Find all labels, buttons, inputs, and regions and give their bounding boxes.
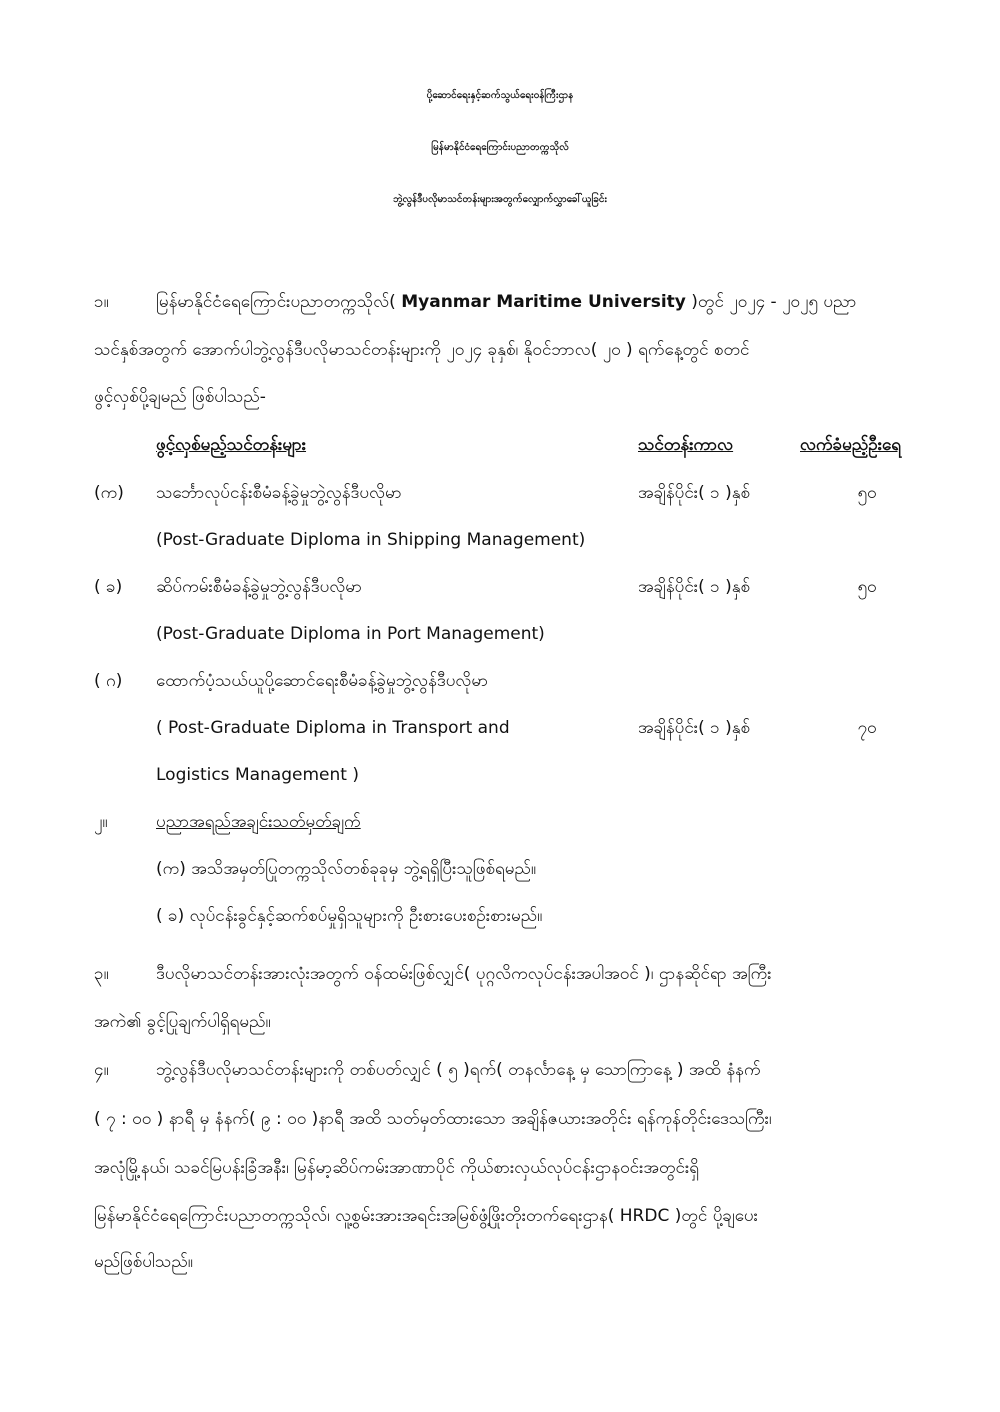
row1-index: (က) xyxy=(94,483,124,503)
row3-duration: အချိန်ပိုင်း( ၁ )နှစ် xyxy=(638,718,751,738)
announcement-title: ဘွဲ့လွန်ဒီပလိုမာသင်တန်းများအတွက်လျှောက်လွှာခေါ်ယူခြင်း xyxy=(392,194,608,205)
para3-line2: အကဲ၏ ခွင့်ပြုချက်ပါရှိရမည်။ xyxy=(94,1012,271,1032)
header-intake: လက်ခံမည့်ဦးရေ xyxy=(800,435,902,455)
row3-course-english-cont: Logistics Management ) xyxy=(156,765,359,785)
qualification-heading: ပညာအရည်အချင်းသတ်မှတ်ချက် xyxy=(156,812,361,832)
para4-line4: မြန်မာနိုင်ငံရေကြောင်းပညာတက္ကသိုလ်၊ လူ့စွမ်းအားအရင်းအမြစ်ဖွံ့ဖြိုးတိုးတက်ရေးဌာန( HRDC )တွင် ပို့ချပေး xyxy=(94,1206,758,1226)
header-duration: သင်တန်းကာလ xyxy=(638,435,734,455)
row2-duration: အချိန်ပိုင်း( ၁ )နှစ် xyxy=(638,577,751,597)
row1-intake: ၅၀ xyxy=(857,483,877,503)
university-title: မြန်မာနိုင်ငံရေကြောင်းပညာတက္ကသိုလ် xyxy=(431,142,569,153)
ministry-title: ပို့ဆောင်ရေးနှင့်ဆက်သွယ်ရေးဝန်ကြီးဌာန xyxy=(426,90,574,101)
qualification-item-1: (က) အသိအမှတ်ပြုတက္ကသိုလ်တစ်ခုခုမှ ဘွဲ့ရရှိပြီးသူဖြစ်ရမည်။ xyxy=(156,859,537,879)
row2-index: ( ခ) xyxy=(94,577,123,597)
para4-line1: ဘွဲ့လွန်ဒီပလိုမာသင်တန်းများကို တစ်ပတ်လျှင် ( ၅ )ရက်( တနင်္လာနေ့ မှ သောကြာနေ့ ) အထိ နံနက် xyxy=(156,1060,761,1080)
row2-intake: ၅၀ xyxy=(857,577,877,597)
para3-number: ၃။ xyxy=(94,964,109,984)
para4-line3: အလုံမြို့နယ်၊ သခင်မြပန်းခြံအနီး၊ မြန်မာ့ဆိပ်ကမ်းအာဏာပိုင် ကိုယ်စားလှယ်လုပ်ငန်းဌာနဝင်းအတွင်းရှိ xyxy=(94,1158,700,1178)
para1-line1 xyxy=(156,290,856,314)
row3-intake: ၇၀ xyxy=(857,718,877,738)
para4-number: ၄။ xyxy=(94,1060,109,1080)
qualification-item-2: ( ခ) လုပ်ငန်းခွင်နှင့်ဆက်စပ်မှုရှိသူများကို ဦးစားပေးစဉ်းစားမည်။ xyxy=(156,906,543,926)
row3-course-name: ထောက်ပံ့သယ်ယူပို့ဆောင်ရေးစီမံခန့်ခွဲမှုဘွဲ့လွန်ဒီပလိုမာ xyxy=(156,671,489,691)
para1-line1-a: မြန်မာနိုင်ငံရေကြောင်းပညာတက္ကသိုလ်( xyxy=(156,292,396,312)
row1-duration: အချိန်ပိုင်း( ၁ )နှစ် xyxy=(638,483,751,503)
row3-index: ( ဂ) xyxy=(94,671,123,691)
row3-course-english: ( Post-Graduate Diploma in Transport and xyxy=(156,718,510,738)
para4-line5: မည်ဖြစ်ပါသည်။ xyxy=(94,1252,193,1272)
university-english-name: Myanmar Maritime University xyxy=(401,292,686,312)
para1-line1-c: )တွင် ၂၀၂၄ - ၂၀၂၅ ပညာ xyxy=(691,292,857,312)
row2-course-name: ဆိပ်ကမ်းစီမံခန့်ခွဲမှုဘွဲ့လွန်ဒီပလိုမာ xyxy=(156,577,363,597)
para3-line1: ဒီပလိုမာသင်တန်းအားလုံးအတွက် ဝန်ထမ်းဖြစ်လျှင်( ပုဂ္ဂလိကလုပ်ငန်းအပါအဝင် )၊ ဌာနဆိုင်ရာ အကြီး xyxy=(156,964,772,984)
row1-course-name: သင်္ဘောလုပ်ငန်းစီမံခန့်ခွဲမှုဘွဲ့လွန်ဒီပလိုမာ xyxy=(156,483,402,503)
row2-course-english: (Post-Graduate Diploma in Port Management) xyxy=(156,624,545,644)
header-courses: ဖွင့်လှစ်မည့်သင်တန်းများ xyxy=(156,435,307,455)
para1-number: ၁။ xyxy=(94,292,109,312)
para1-line3: ဖွင့်လှစ်ပို့ချမည် ဖြစ်ပါသည်- xyxy=(94,387,266,407)
row1-course-english: (Post-Graduate Diploma in Shipping Management) xyxy=(156,530,586,550)
para2-number: ၂။ xyxy=(94,812,108,832)
para4-line2: ( ၇ : ၀၀ ) နာရီ မှ နံနက်( ၉ : ၀၀ )နာရီ အထိ သတ်မှတ်ထားသော အချိန်ဇယားအတိုင်း ရန်ကုန်တိုင်းဒေသကြီး၊ xyxy=(94,1109,772,1129)
para1-line2: သင်နှစ်အတွက် အောက်ပါဘွဲ့လွန်ဒီပလိုမာသင်တန်းများကို ၂၀၂၄ ခုနှစ်၊ နိုဝင်ဘာလ( ၂၀ ) ရက်နေ့တွင် စတင် xyxy=(94,340,750,360)
